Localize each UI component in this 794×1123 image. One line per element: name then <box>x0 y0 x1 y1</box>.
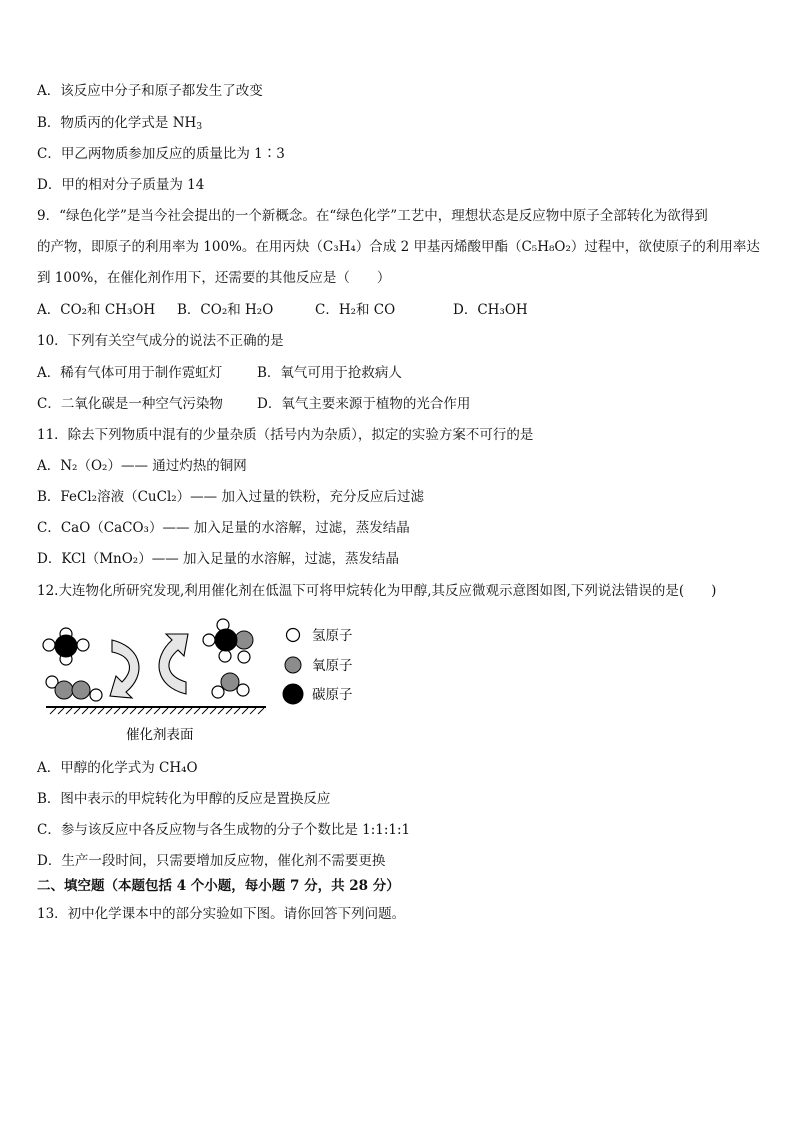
legend-carbon-label: 碳原子 <box>312 687 353 703</box>
q8-option-a: A．该反应中分子和原子都发生了改变 <box>37 83 263 99</box>
q10-option-b: B．氧气可用于抢救病人 <box>257 365 402 381</box>
q8-option-b <box>37 114 202 132</box>
catalyst-surface <box>46 707 266 714</box>
q11-option-a: A．N₂（O₂）—— 通过灼热的铜网 <box>37 458 247 474</box>
legend-hydrogen-label: 氢原子 <box>312 628 353 644</box>
q9-stem-line1: 9．“绿色化学”是当今社会提出的一个新概念。在“绿色化学”工艺中，理想状态是反应物中原子全部转化为欲得到 <box>37 208 708 224</box>
molecule-surface-right <box>212 673 249 698</box>
oxygen-atom-icon <box>285 657 301 673</box>
reaction-diagram <box>36 612 376 747</box>
q11-option-d: D．KCl（MnO₂）—— 加入足量的水溶解，过滤，蒸发结晶 <box>37 551 399 567</box>
section2-heading: 二、填空题（本题包括 4 个小题，每小题 7 分，共 28 分） <box>37 878 400 894</box>
q10-options-cd <box>37 395 470 413</box>
molecule-methane-top <box>43 628 89 665</box>
q9-stem-line2: 的产物，即原子的利用率为 100%。在用丙炔（C₃H₄）合成 2 甲基丙烯酸甲酯（C₅H₈O₂）过程中，欲使原子的利用率达 <box>37 239 760 255</box>
q9-option-c: C．H₂和 CO <box>315 302 396 318</box>
q12-option-a: A．甲醇的化学式为 CH₄O <box>37 760 198 776</box>
q10-option-a: A．稀有气体可用于制作霓虹灯 <box>37 365 223 381</box>
q9-options <box>37 301 528 319</box>
curved-arrow-left-icon <box>110 640 139 698</box>
q8-option-c: C．甲乙两物质参加反应的质量比为 1∶3 <box>37 146 285 162</box>
curved-arrow-right-icon <box>159 634 188 694</box>
diagram-legend <box>283 628 353 704</box>
hydrogen-atom-icon <box>287 629 300 642</box>
q11-stem: 11．除去下列物质中混有的少量杂质（括号内为杂质），拟定的实验方案不可行的是 <box>37 427 534 443</box>
q10-options-ab <box>37 364 402 382</box>
q10-option-d: D．氧气主要来源于植物的光合作用 <box>257 396 471 412</box>
q8-option-d: D．甲的相对分子质量为 14 <box>37 177 205 193</box>
q11-option-c: C．CaO（CaCO₃）—— 加入足量的水溶解，过滤，蒸发结晶 <box>37 520 410 536</box>
q11-option-b: B．FeCl₂溶液（CuCl₂）—— 加入过量的铁粉，充分反应后过滤 <box>37 489 424 505</box>
q12-stem: 12.大连物化所研究发现,利用催化剂在低温下可将甲烷转化为甲醇,其反应微观示意图如图,下列说法错误的是( ) <box>37 583 717 599</box>
q8-option-b-text: B．物质丙的化学式是 NH <box>37 115 197 131</box>
q9-option-a: A．CO₂和 CH₃OH <box>37 302 156 318</box>
molecule-surface-left <box>46 676 102 701</box>
q9-option-d: D．CH₃OH <box>453 302 528 318</box>
carbon-atom-icon <box>283 684 303 704</box>
q12-option-b: B．图中表示的甲烷转化为甲醇的反应是置换反应 <box>37 791 331 807</box>
molecule-methanol <box>203 619 253 663</box>
q8-option-b-subscript: 3 <box>196 122 203 132</box>
catalyst-surface-label: 催化剂表面 <box>126 727 194 743</box>
q9-stem-line3: 到 100%，在催化剂作用下，还需要的其他反应是（ ） <box>37 270 391 286</box>
q10-stem: 10．下列有关空气成分的说法不正确的是 <box>37 333 284 349</box>
q13-stem: 13．初中化学课本中的部分实验如下图。请你回答下列问题。 <box>37 906 406 922</box>
legend-oxygen-label: 氧原子 <box>312 658 353 674</box>
q9-option-b: B．CO₂和 H₂O <box>177 302 274 318</box>
q12-option-d: D．生产一段时间，只需要增加反应物，催化剂不需要更换 <box>37 853 386 869</box>
q12-option-c: C．参与该反应中各反应物与各生成物的分子个数比是 1:1:1:1 <box>37 822 411 838</box>
q10-option-c: C．二氧化碳是一种空气污染物 <box>37 396 223 412</box>
